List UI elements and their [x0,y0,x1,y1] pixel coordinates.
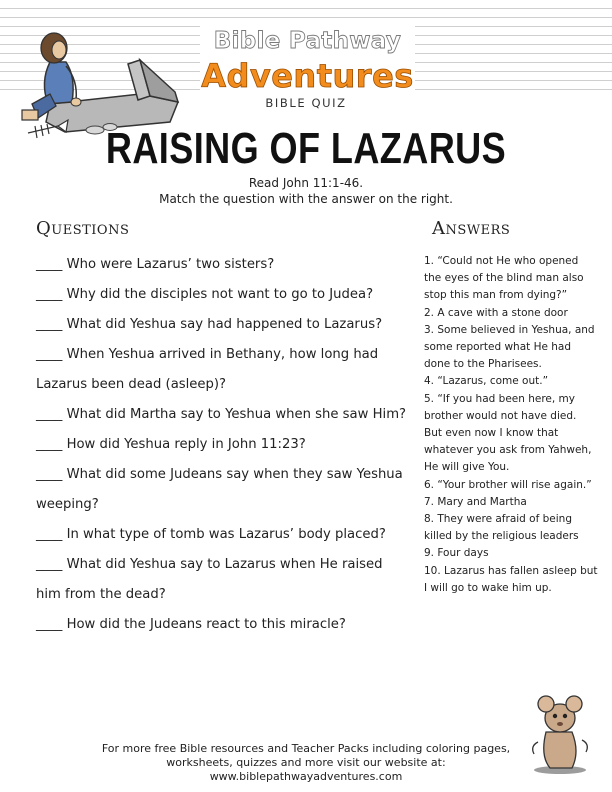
question-line: ____ In what type of tomb was Lazarus’ body placed? [36,527,386,542]
question-line: him from the dead? [36,587,166,602]
instruction-match: Match the question with the answer on the right. [159,192,453,206]
logo-line1: Bible Pathway [213,28,402,54]
answer-line: whatever you ask from Yahweh, [424,444,592,457]
background-line [0,17,612,18]
question-line: ____ What did Yeshua say had happened to Lazarus? [36,317,383,332]
question-line: ____ Who were Lazarus’ two sisters? [36,257,275,272]
question-line: ____ What did Martha say to Yeshua when she saw Him? [36,407,407,422]
answer-line: 3. Some believed in Yeshua, and [424,323,595,336]
answer-line: 6. “Your brother will rise again.” [424,478,592,491]
answer-line: 5. “If you had been here, my [424,392,576,405]
background-line [0,8,612,9]
question-line: weeping? [36,497,99,512]
answer-line: 8. They were afraid of being [424,513,572,526]
answer-line: done to the Pharisees. [424,358,542,371]
question-line: ____ How did Yeshua reply in John 11:23? [36,437,306,452]
questions-heading: Questions [36,218,130,239]
answer-line: killed by the religious leaders [424,530,579,543]
answer-line: But even now I know that [424,427,559,440]
footer-line2: worksheets, quizzes and more visit our website at: [166,756,446,769]
answer-line: He will give You. [424,461,510,474]
answer-line: 2. A cave with a stone door [424,306,568,319]
question-line: ____ How did the Judeans react to this miracle? [36,617,346,632]
answers-heading: Answers [432,218,511,239]
answer-line: 1. “Could not He who opened [424,255,579,267]
answer-line: the eyes of the blind man also [424,272,584,285]
answer-line: 7. Mary and Martha [424,495,527,508]
quiz-label: BIBLE QUIZ [265,96,347,110]
footer [0,742,612,784]
question-line: ____ When Yeshua arrived in Bethany, how long had [36,347,379,362]
question-line: ____ Why did the disciples not want to go to Judea? [36,287,374,302]
answer-line: 10. Lazarus has fallen asleep but [424,564,598,577]
answer-line: some reported what He had [424,341,572,354]
logo-line2: Adventures [201,57,414,95]
footer-website-link[interactable]: www.biblepathwayadventures.com [209,770,403,783]
footer-line1: For more free Bible resources and Teacher Packs including coloring pages, [101,742,511,755]
answer-line: brother would not have died. [424,409,577,422]
question-line: ____ What did some Judeans say when they saw Yeshua [36,467,403,482]
instruction-reading: Read John 11:1-46. [248,176,364,190]
question-line: Lazarus been dead (asleep)? [36,377,227,392]
answers-list [424,253,602,597]
questions-list [36,250,416,640]
answer-line: 4. “Lazarus, come out.” [424,375,549,388]
answer-line: I will go to wake him up. [424,581,552,594]
answer-line: 9. Four days [424,547,489,560]
page-title: RAISING OF LAZARUS [105,124,507,173]
question-line: ____ What did Yeshua say to Lazarus when He raised [36,557,383,572]
answer-line: stop this man from dying?” [424,289,568,302]
